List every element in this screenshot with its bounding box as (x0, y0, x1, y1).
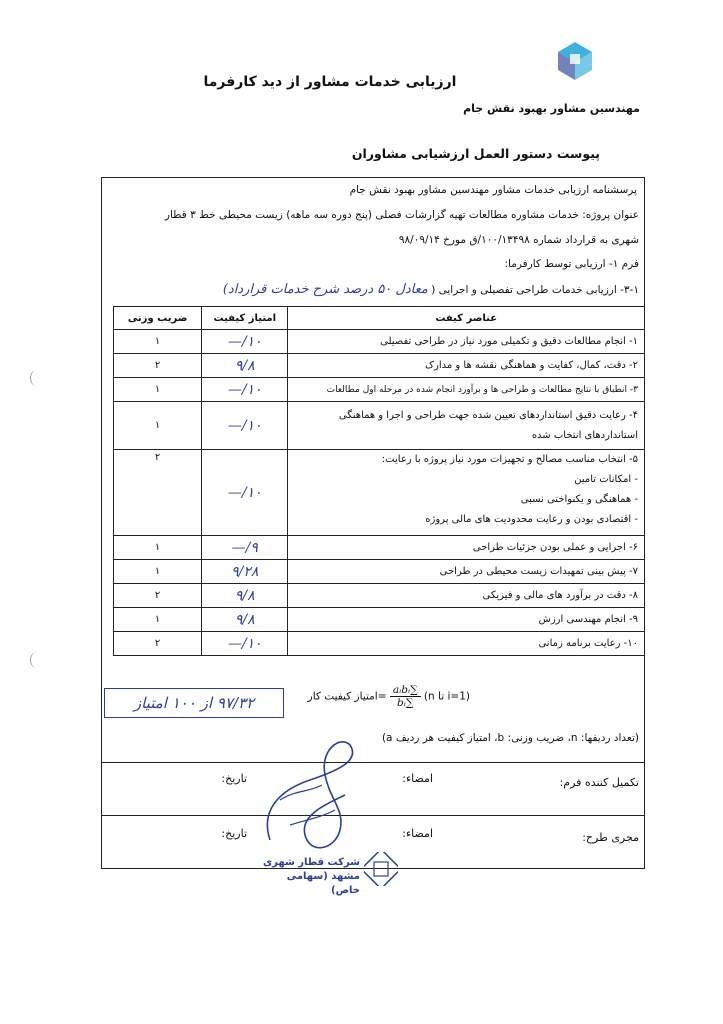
row-sub-item: - اقتصادی بودن و رعایت محدودیت های مالی پروژه (425, 514, 638, 525)
row-weight: ۱ (114, 402, 202, 450)
row-element: ۵- انتخاب مناسب مصالح و تجهیزات مورد نیاز پروژه با رعایت: (381, 454, 638, 465)
handwritten-total-score: ۹۷/۳۲ از ۱۰۰ امتیاز (104, 688, 284, 718)
company-logo-icon (554, 40, 596, 82)
table-row (114, 536, 645, 560)
document-subtitle: پیوست دستور العمل ارزشیابی مشاوران (351, 146, 600, 161)
formula-numerator: ∑aᵢbᵢ (390, 684, 421, 697)
row-sub-item: - هماهنگی و یکنواختی نسبی (520, 494, 638, 505)
stamp-emblem-icon (364, 852, 398, 886)
row-score: ۱۰/— (202, 632, 288, 656)
row-weight: ۲ (114, 354, 202, 378)
row-element: ۶- اجرایی و عملی بودن جزئیات طراحی (288, 536, 645, 560)
table-row (114, 402, 645, 450)
punch-hole (30, 370, 43, 386)
table-row (114, 378, 645, 402)
formula-legend: (تعداد ردیفها: n، ضریب وزنی: b، امتیاز کیفیت هر ردیف a) (381, 732, 639, 744)
section-title (223, 282, 639, 297)
formula-fraction (390, 684, 421, 709)
row-weight: ۱ (114, 560, 202, 584)
table-row (114, 584, 645, 608)
row-element: ۱- انجام مطالعات دقیق و تکمیلی مورد نیاز در طراحی تفصیلی (288, 330, 645, 354)
questionnaire-line: پرسشنامه ارزیابی خدمات مشاور مهندسین مشاور بهبود نقش جام (349, 184, 637, 196)
row-score: ۹/۸ (202, 354, 288, 378)
row-element: ۳- انطباق با نتایج مطالعات و طراحی ها و برآورد انجام شده در مرحله اول مطالعات (288, 378, 645, 402)
quality-formula (290, 684, 470, 724)
row-element: ۴- رعایت دقیق استانداردهای تعیین شده جهت طراحی و اجرا و هماهنگی استانداردهای انتخاب شده (288, 402, 645, 450)
row-score: ۹/۲۸ (202, 560, 288, 584)
row-element: ۹- انجام مهندسی ارزش (288, 608, 645, 632)
row-score: ۱۰/— (202, 402, 288, 450)
row-element: ۲- دقت، کمال، کفایت و هماهنگی نقشه ها و مدارک (288, 354, 645, 378)
stamp-text: شرکت قطار شهری مشهد (سهامی خاص) (262, 857, 360, 896)
evaluation-table (113, 306, 645, 656)
row-weight: ۲ (114, 632, 202, 656)
punch-hole (30, 652, 43, 668)
contract-line: شهری به قرارداد شماره ۱۰۰/۱۳۴۹۸/ق مورخ ۹۸/۰۹/۱۴ (398, 234, 639, 246)
date-label: تاریخ: (221, 772, 247, 785)
company-stamp (258, 850, 398, 896)
header-element: عناصر کیفت (288, 307, 645, 330)
table-row (114, 560, 645, 584)
form-title: فرم ۱- ارزیابی توسط کارفرما: (504, 258, 639, 270)
row-score: ۹/۸ (202, 608, 288, 632)
company-name: مهندسین مشاور بهبود نقش جام (463, 102, 640, 115)
row-score: ۱۰/— (202, 378, 288, 402)
table-row (114, 450, 645, 536)
row-sub-item: - امکانات تامین (574, 474, 638, 485)
project-title-line: عنوان پروژه: خدمات مشاوره مطالعات تهیه گزارشات فصلی (پنج دوره سه ماهه) زیست محیطی خط ۳ قطار (164, 209, 639, 221)
header-weight: ضریب وزنی (114, 307, 202, 330)
table-row (114, 632, 645, 656)
row-weight: ۲ (114, 450, 202, 536)
page-title: ارزیابی خدمات مشاور از دید کارفرما (203, 74, 457, 90)
formula-denominator: ∑bᵢ (397, 697, 414, 709)
row-element: ۸- دقت در برآورد های مالی و فیزیکی (288, 584, 645, 608)
row-score: ۱۰/— (202, 330, 288, 354)
row-weight: ۱ (114, 536, 202, 560)
section-title-printed: ۳-۱- ارزیابی خدمات طراحی تفصیلی و اجرایی ( (431, 284, 639, 296)
completer-label: تکمیل کننده فرم: (559, 776, 639, 789)
row-score: ۹/— (202, 536, 288, 560)
table-row (114, 354, 645, 378)
formula-range: (i=1 تا n) (423, 690, 470, 703)
row-weight: ۲ (114, 584, 202, 608)
section-title-handwritten: معادل ۵۰ درصد شرح خدمات قرارداد) (222, 282, 428, 297)
executor-label: مجری طرح: (582, 831, 639, 844)
row-weight: ۱ (114, 330, 202, 354)
date-label-2: تاریخ: (221, 827, 247, 840)
formula-label: =امتیاز کیفیت کار (307, 690, 387, 703)
handwritten-signature (250, 730, 380, 860)
row-element: ۱۰- رعایت برنامه زمانی (288, 632, 645, 656)
row-score: ۹/۸ (202, 584, 288, 608)
row-element: ۷- پیش بینی تمهیدات زیست محیطی در طراحی (288, 560, 645, 584)
row-weight: ۱ (114, 608, 202, 632)
signature-label: امضاء: (402, 772, 433, 785)
table-row (114, 330, 645, 354)
table-header-row (114, 307, 645, 330)
row-weight: ۱ (114, 378, 202, 402)
row-element-group (288, 450, 645, 536)
signature-label-2: امضاء: (402, 827, 433, 840)
header-score: امتیاز کیفیت (202, 307, 288, 330)
row-score: ۱۰/— (202, 450, 288, 536)
table-row (114, 608, 645, 632)
